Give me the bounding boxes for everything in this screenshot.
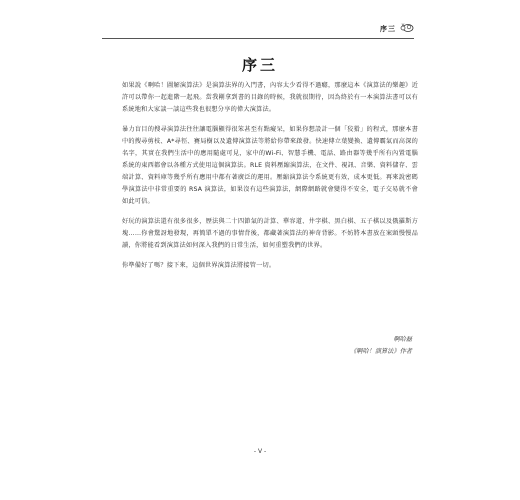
signature-block	[122, 334, 412, 358]
signature-book-line: 《啊哈！演算法》作者	[350, 348, 412, 355]
paragraph-intro: 如果說《啊哈！圖解演算法》是演算法界的入門書，內容太少看得不過癮，那麼這本《演算法的樂趣》近許可以帶你一起進階一起飛。當我剛拿到書的目錄的時候，我就很期待，因為終於有一本演算法書可以有系統地和大家談一談這些我也很想分享的偉大演算法。	[122, 82, 418, 113]
signature-author: 啊哈磊	[393, 336, 412, 343]
paragraph-closing: 你準備好了嗎？接下來，這個世界演算法將接管一切。	[122, 262, 276, 269]
preface-body	[122, 80, 418, 280]
page-title: 序三	[241, 56, 278, 74]
running-title: 序三	[380, 25, 396, 33]
running-header	[102, 20, 414, 39]
paragraph-fun-algorithms: 好玩的演算法還有很多很多，歷法與二十四節氣的計算、華容道、井字棋、黑白棋、五子棋以及俄羅斯方塊……你會驚訝地發現，再簡單不過的事情背後，都藏著演算法的神奇背影。不妨將本書放在案頭慢慢品讀，你將能看到演算法如何深入我們的日常生活，如何重塑我們的世界。	[122, 218, 418, 249]
paragraph-algorithms: 暴力盲目的搜尋演算法往往讓電腦顯得很笨甚至有點癡呆，如果你想設計一個「狡猾」的程式，那麼本書中的搜尋剪枝、A*尋徑、賽局樹以及遺傳演算法等將給你帶來啟發。快速傳立葉變換、遺傳霸氣而高深的名字，其實在我們生活中的應用隨處可見，家中的Wi-Fi、智慧手機、電話、路由器等幾乎所有內置電腦系統的東西都會以各種方式使用這個演算法。RLE 資料壓縮演算法，在文件、視訊、音樂、資料儲存、雲端計算、資料庫等幾乎所有應用中都有著廣泛的運用。壓縮演算法令系統更有效，成本更低。再來說密碼學演算法中非常重要的 RSA 演算法，如果沒有這些演算法，網際網路就會變得不安全，電子交易就不會如此可信。	[122, 126, 418, 205]
page-number: - V -	[253, 448, 267, 455]
snail-mascot-icon	[400, 22, 414, 32]
